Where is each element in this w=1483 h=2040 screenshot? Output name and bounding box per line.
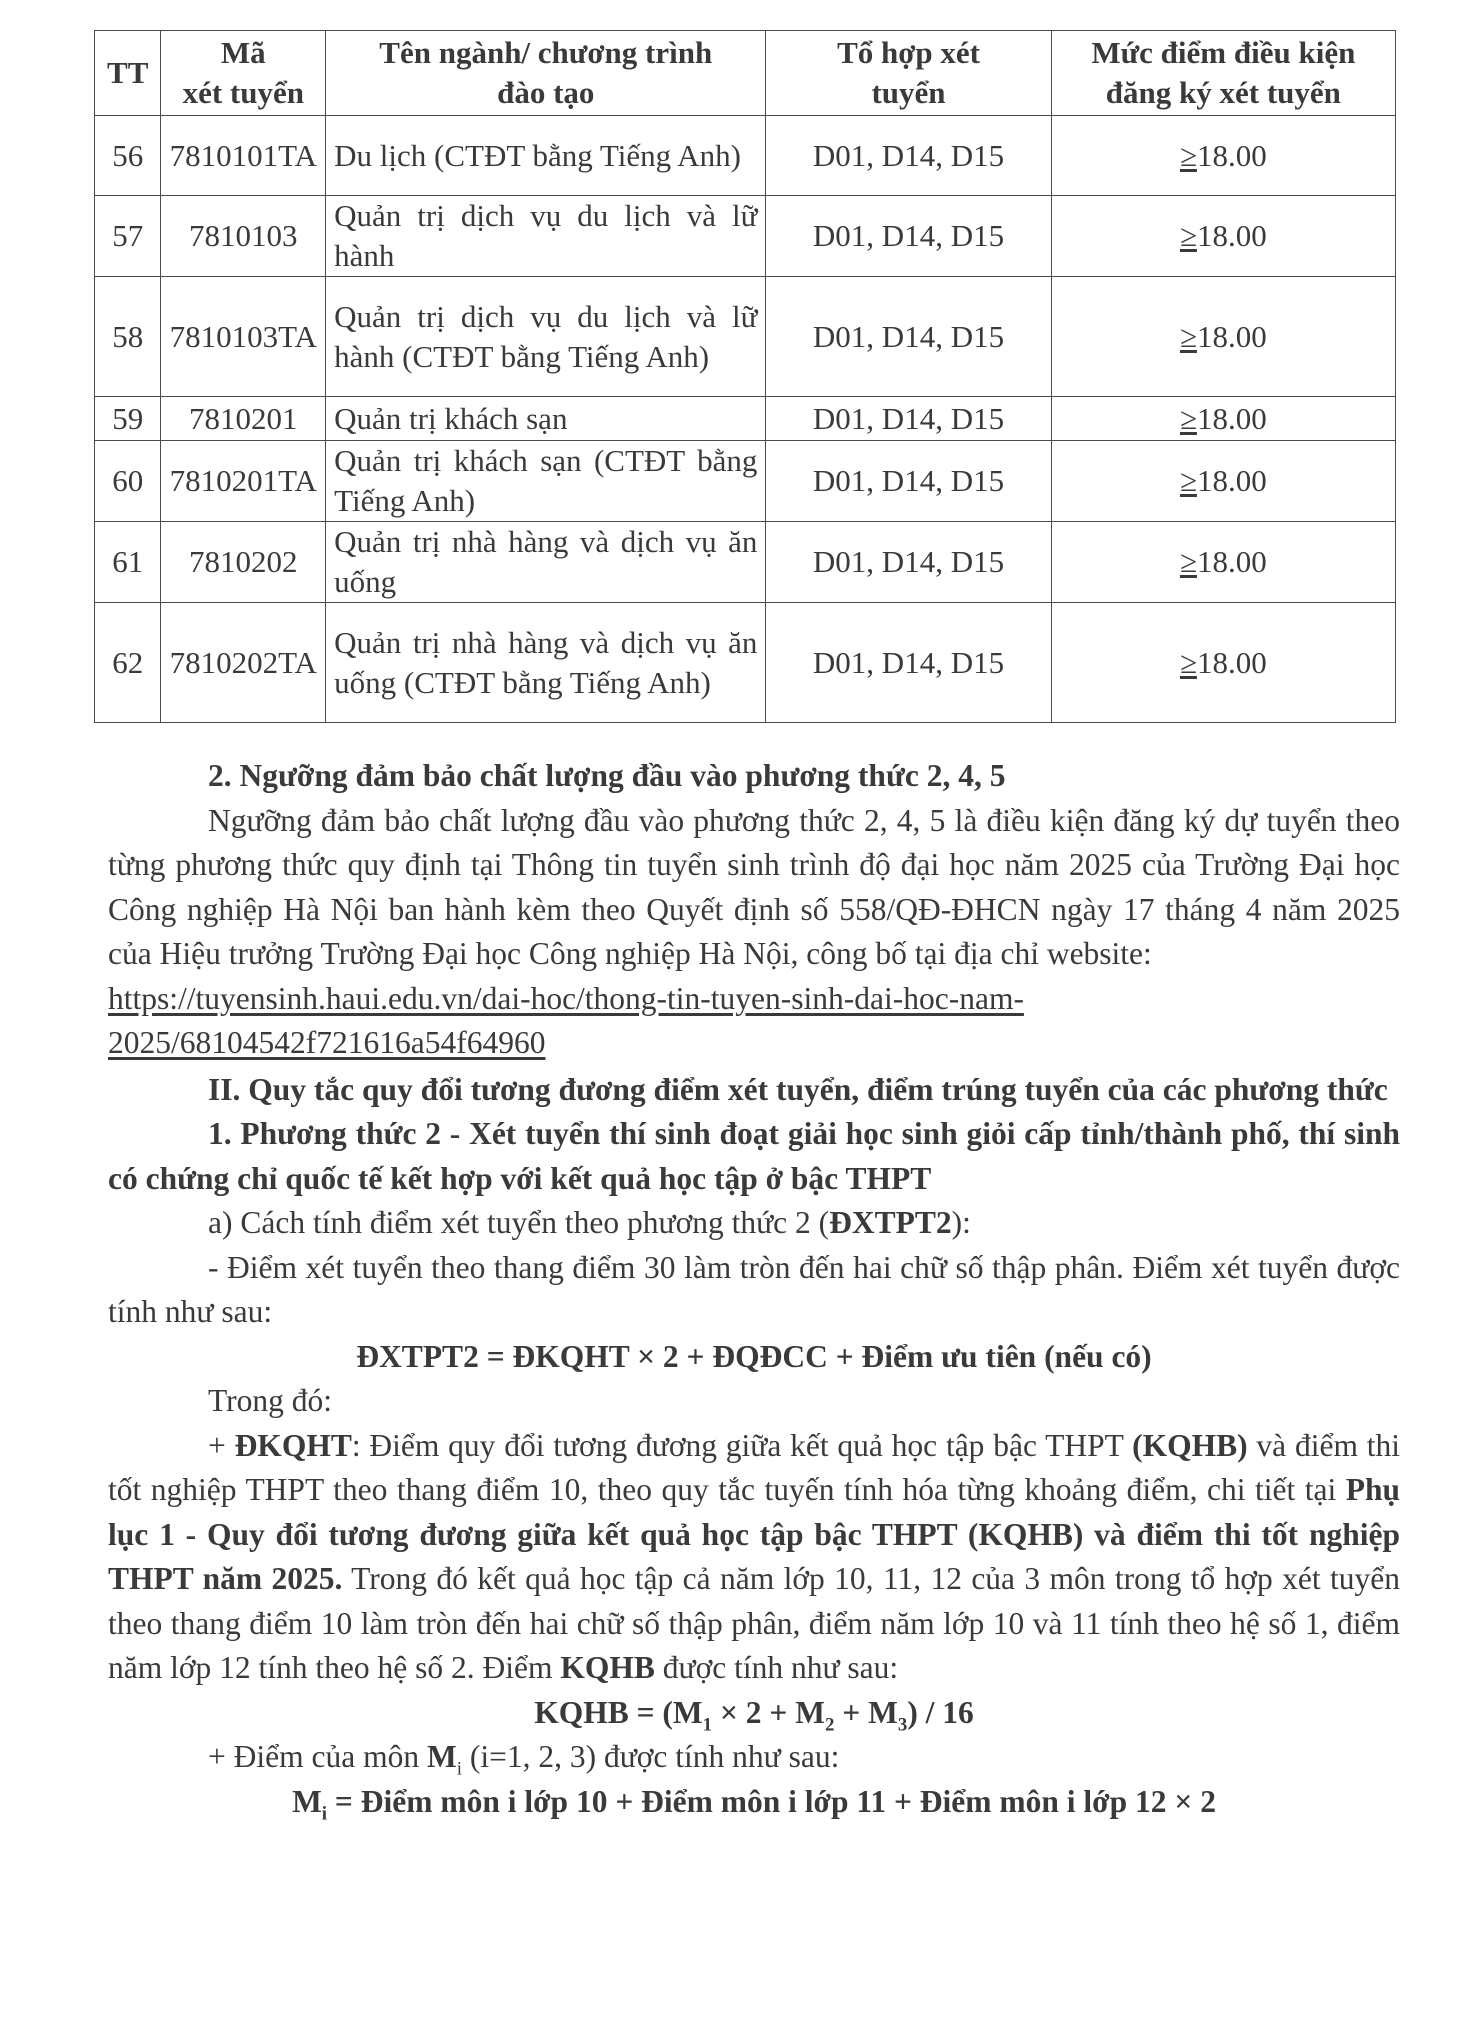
cell-min-score: ≥18.00 (1051, 441, 1395, 522)
cell-combination: D01, D14, D15 (766, 522, 1051, 603)
header-code: Mã xét tuyển (161, 31, 326, 116)
cell-program-name: Quản trị khách sạn (326, 397, 766, 441)
method-2-calc-label: a) Cách tính điểm xét tuyển theo phương thức 2 (ĐXTPT2): (208, 1205, 971, 1240)
greater-equal-sign: ≥ (1179, 400, 1197, 436)
cell-combination: D01, D14, D15 (766, 196, 1051, 277)
table-row (95, 196, 1396, 277)
cell-code: 7810202 (161, 522, 326, 603)
cell-program-name: Quản trị khách sạn (CTĐT bằng Tiếng Anh) (326, 441, 766, 522)
table-header-row (95, 31, 1396, 116)
greater-equal-sign: ≥ (1179, 544, 1197, 579)
cell-tt: 56 (95, 116, 161, 196)
cell-combination: D01, D14, D15 (766, 397, 1051, 441)
cell-program-name: Du lịch (CTĐT bằng Tiếng Anh) (326, 116, 766, 196)
cell-combination: D01, D14, D15 (766, 603, 1051, 723)
greater-equal-sign: ≥ (1179, 137, 1197, 173)
cell-program-name: Quản trị nhà hàng và dịch vụ ăn uống (326, 522, 766, 603)
table-row (95, 522, 1396, 603)
table-row (95, 397, 1396, 441)
method-2-scale-note: - Điểm xét tuyển theo thang điểm 30 làm tròn đến hai chữ số thập phân. Điểm xét tuyển được tính như sau: (108, 1249, 1400, 1329)
formula-mi: $M_i$ = Điểm môn i lớp 10 + Điểm môn i lớp 11 + Điểm môn i lớp 12 × 2 (292, 1783, 1216, 1824)
header-program-name: Tên ngành/ chương trình đào tạo (326, 31, 766, 116)
section-II-heading: II. Quy tắc quy đổi tương đương điểm xét tuyển, điểm trúng tuyển của các phương thức (208, 1071, 1388, 1107)
header-combination: Tổ hợp xét tuyển (766, 31, 1051, 116)
cell-combination: D01, D14, D15 (766, 277, 1051, 397)
cell-min-score: ≥18.00 (1051, 397, 1395, 441)
section-2-heading: 2. Ngưỡng đảm bảo chất lượng đầu vào phương thức 2, 4, 5 (208, 758, 1006, 793)
cell-tt: 57 (95, 196, 161, 277)
cell-min-score: ≥18.00 (1051, 522, 1395, 603)
cell-code: 7810201 (161, 397, 326, 441)
table-row (95, 116, 1396, 196)
cell-min-score: ≥18.00 (1051, 277, 1395, 397)
cell-code: 7810201TA (161, 441, 326, 522)
cell-code: 7810103TA (161, 277, 326, 397)
cell-min-score: ≥18.00 (1051, 116, 1395, 196)
method-2-heading: 1. Phương thức 2 - Xét tuyển thí sinh đoạt giải học sinh giỏi cấp tỉnh/thành phố, thí sinh có chứng chỉ quốc tế kết hợp với kết quả học tập ở bậc THPT (108, 1116, 1400, 1196)
cell-min-score: ≥18.00 (1051, 603, 1395, 723)
header-min-score: Mức điểm điều kiện đăng ký xét tuyển (1051, 31, 1395, 116)
greater-equal-sign: ≥ (1179, 463, 1197, 498)
dkqht-definition: + ĐKQHT: Điểm quy đổi tương đương giữa kết quả học tập bậc THPT (KQHB) và điểm thi tốt nghiệp THPT theo thang điểm 10, theo quy tắc tuyến tính hóa từng khoảng điểm, chi tiết tại Phụ lục 1 - Quy đổi tương đương giữa kết quả học tập bậc THPT (KQHB) và điểm thi tốt nghiệp THPT năm 2025. Trong đó kết quả học tập cả năm lớp 10, 11, 12 của 3 môn trong tổ hợp xét tuyển theo thang điểm 10 làm tròn đến hai chữ số thập phân, điểm năm lớp 10 và 11 tính theo hệ số 1, điểm năm lớp 12 tính theo hệ số 2. Điểm KQHB được tính như sau: (108, 1427, 1401, 1685)
table-row (95, 441, 1396, 522)
cell-code: 7810101TA (161, 116, 326, 196)
cell-program-name: Quản trị dịch vụ du lịch và lữ hành (CTĐT bằng Tiếng Anh) (326, 277, 766, 397)
cell-program-name: Quản trị nhà hàng và dịch vụ ăn uống (CTĐT bằng Tiếng Anh) (326, 603, 766, 723)
table-row (95, 603, 1396, 723)
body-text (108, 754, 1400, 1824)
cell-tt: 61 (95, 522, 161, 603)
cell-code: 7810202TA (161, 603, 326, 723)
cell-min-score: ≥18.00 (1051, 196, 1395, 277)
cell-tt: 58 (95, 277, 161, 397)
formula-dxtpt2: ĐXTPT2 = ĐKQHT × 2 + ĐQĐCC + Điểm ưu tiên (nếu có) (356, 1338, 1152, 1374)
table-row (95, 277, 1396, 397)
formula-kqhb: KQHB = $(M_1 \times 2 + M_2 + M_3) / 16$ (534, 1694, 974, 1735)
greater-equal-sign: ≥ (1179, 318, 1197, 354)
where-label: Trong đó: (208, 1383, 333, 1418)
cell-combination: D01, D14, D15 (766, 116, 1051, 196)
cell-tt: 62 (95, 603, 161, 723)
website-link[interactable]: https://tuyensinh.haui.edu.vn/dai-hoc/thong-tin-tuyen-sinh-dai-hoc-nam- (108, 980, 1024, 1016)
mi-definition-label: + Điểm của môn $M_i$ (i=1, 2, 3) được tính như sau: (208, 1739, 840, 1780)
admission-threshold-table (94, 30, 1396, 723)
greater-equal-sign: ≥ (1179, 644, 1197, 680)
cell-combination: D01, D14, D15 (766, 441, 1051, 522)
greater-equal-sign: ≥ (1179, 218, 1197, 253)
website-link-continued[interactable]: 2025/68104542f721616a54f64960 (108, 1025, 546, 1060)
cell-tt: 59 (95, 397, 161, 441)
section-2-body: Ngưỡng đảm bảo chất lượng đầu vào phương thức 2, 4, 5 là điều kiện đăng ký dự tuyển theo từng phương thức quy định tại Thông tin tuyển sinh trình độ đại học năm 2025 của Trường Đại học Công nghiệp Hà Nội ban hành kèm theo Quyết định số 558/QĐ-ĐHCN ngày 17 tháng 4 năm 2025 của Hiệu trưởng Trường Đại học Công nghiệp Hà Nội, công bố tại địa chỉ website: https://tuyensinh.haui.edu.vn/dai-hoc/thong-tin-tuyen-sinh-dai-hoc-nam- 2025/68104542f721616a54f64960 (108, 802, 1400, 1060)
cell-tt: 60 (95, 441, 161, 522)
header-tt: TT (95, 31, 161, 116)
cell-code: 7810103 (161, 196, 326, 277)
cell-program-name: Quản trị dịch vụ du lịch và lữ hành (326, 196, 766, 277)
